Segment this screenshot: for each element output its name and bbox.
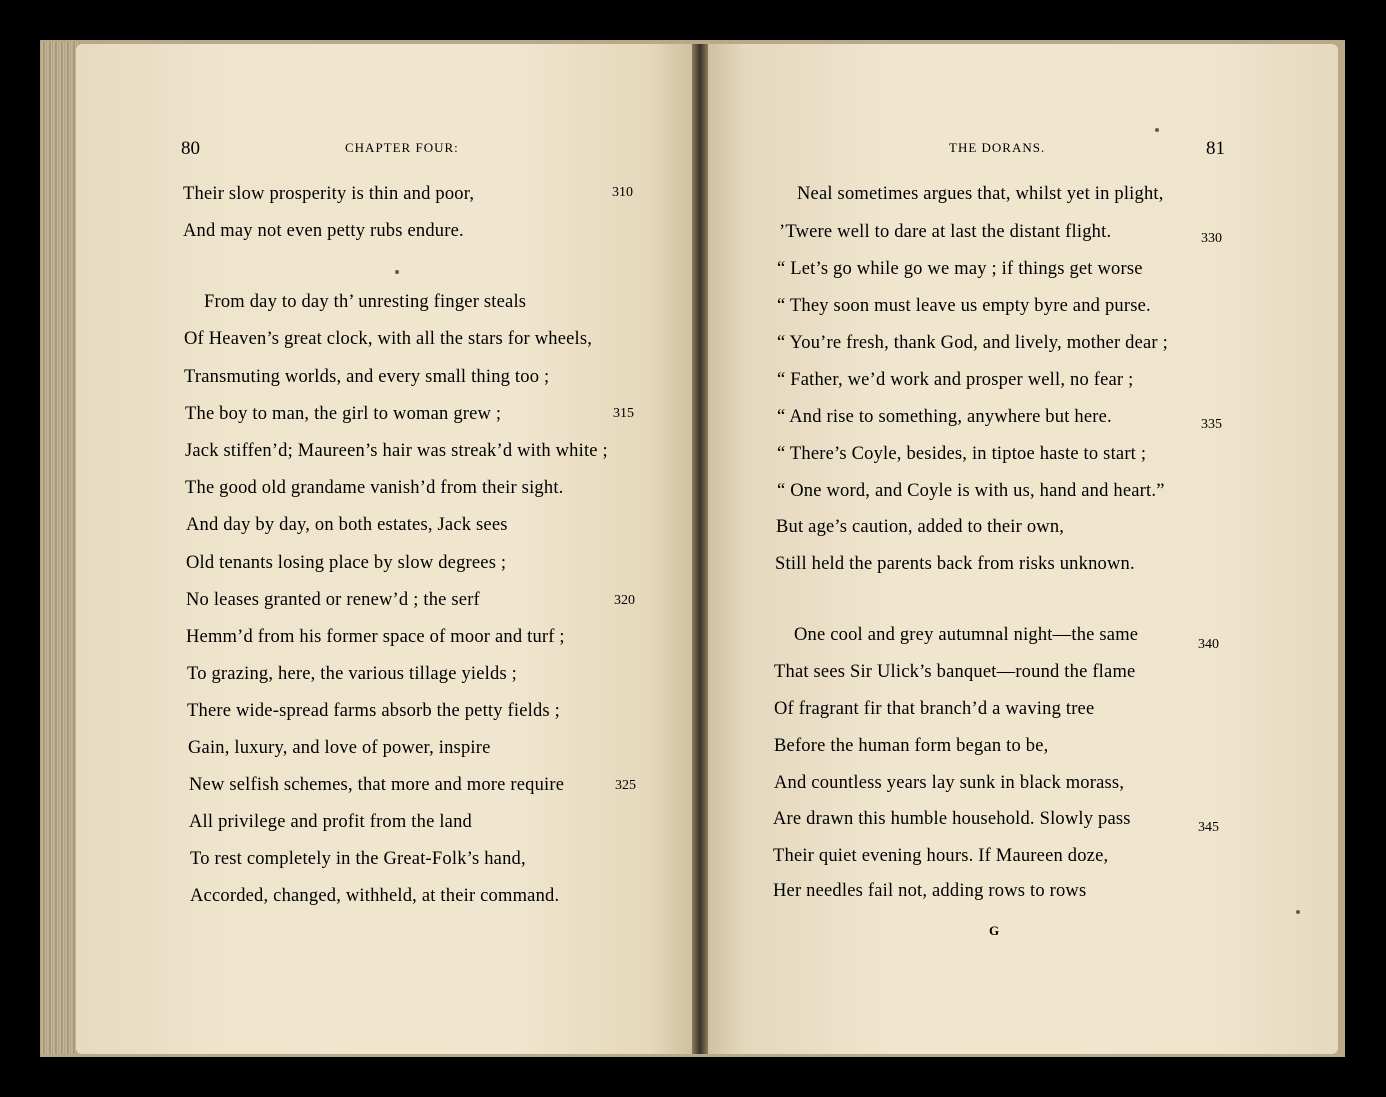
right-line: “ There’s Coyle, besides, in tiptoe haste to start ; [777, 444, 1147, 464]
right-line: “ And rise to something, anywhere but here. [777, 407, 1112, 427]
right-line: ’Twere well to dare at last the distant flight. [779, 222, 1112, 242]
left-folio: 80 [181, 138, 200, 159]
left-line: Accorded, changed, withheld, at their command. [190, 886, 560, 906]
book-gutter [692, 44, 708, 1054]
page-edges [40, 42, 80, 1054]
right-line: But age’s caution, added to their own, [776, 517, 1065, 537]
left-line: New selfish schemes, that more and more require [189, 775, 565, 795]
right-line: Her needles fail not, adding rows to rows [773, 881, 1087, 901]
signature-mark: G [989, 923, 1000, 938]
line-number: 335 [1201, 417, 1222, 432]
line-number: 320 [614, 593, 635, 608]
right-line: “ Father, we’d work and prosper well, no fear ; [777, 370, 1134, 390]
left-line: Hemm’d from his former space of moor and turf ; [186, 627, 565, 647]
line-number: 340 [1198, 637, 1219, 652]
right-running-head: THE DORANS. [949, 140, 1046, 155]
left-line: And day by day, on both estates, Jack sees [186, 515, 508, 535]
left-line: Jack stiffen’d; Maureen’s hair was streak’d with white ; [185, 441, 608, 461]
left-running-head: CHAPTER FOUR: [345, 140, 459, 155]
left-line: To rest completely in the Great-Folk’s hand, [190, 849, 526, 869]
right-line: Their quiet evening hours. If Maureen doze, [773, 846, 1109, 866]
right-folio: 81 [1206, 138, 1225, 159]
left-line: Old tenants losing place by slow degrees ; [186, 553, 507, 573]
line-number: 330 [1201, 231, 1222, 246]
right-line: That sees Sir Ulick’s banquet—round the flame [774, 662, 1136, 682]
right-line: “ Let’s go while go we may ; if things get worse [777, 259, 1143, 279]
line-number: 310 [612, 185, 633, 200]
right-line: “ One word, and Coyle is with us, hand and heart.” [777, 481, 1165, 501]
right-line: Of fragrant fir that branch’d a waving tree [774, 699, 1095, 719]
left-line: Gain, luxury, and love of power, inspire [188, 738, 491, 758]
left-line: From day to day th’ unresting finger steals [204, 292, 527, 312]
line-number: 325 [615, 778, 636, 793]
right-line: One cool and grey autumnal night—the same [794, 625, 1139, 645]
left-line: No leases granted or renew’d ; the serf [186, 590, 480, 610]
line-number: 345 [1198, 820, 1219, 835]
right-line: Before the human form began to be, [774, 736, 1049, 756]
ink-speck [1296, 910, 1300, 914]
line-number: 315 [613, 406, 634, 421]
right-line: “ You’re fresh, thank God, and lively, mother dear ; [777, 333, 1168, 353]
ink-speck [395, 270, 399, 274]
right-line: Are drawn this humble household. Slowly pass [773, 809, 1131, 829]
right-line: And countless years lay sunk in black morass, [774, 773, 1125, 793]
left-line: The boy to man, the girl to woman grew ; [185, 404, 502, 424]
ink-speck [1155, 128, 1159, 132]
left-line: All privilege and profit from the land [189, 812, 472, 832]
left-line: Transmuting worlds, and every small thing too ; [184, 367, 550, 387]
left-line: And may not even petty rubs endure. [183, 221, 464, 241]
left-line: The good old grandame vanish’d from their sight. [185, 478, 564, 498]
left-line: Of Heaven’s great clock, with all the stars for wheels, [184, 329, 593, 349]
left-line: Their slow prosperity is thin and poor, [183, 184, 475, 204]
right-line: “ They soon must leave us empty byre and purse. [777, 296, 1151, 316]
right-line: Neal sometimes argues that, whilst yet in plight, [797, 184, 1164, 204]
left-line: There wide-spread farms absorb the petty fields ; [187, 701, 560, 721]
right-line: Still held the parents back from risks unknown. [775, 554, 1135, 574]
left-line: To grazing, here, the various tillage yields ; [187, 664, 518, 684]
